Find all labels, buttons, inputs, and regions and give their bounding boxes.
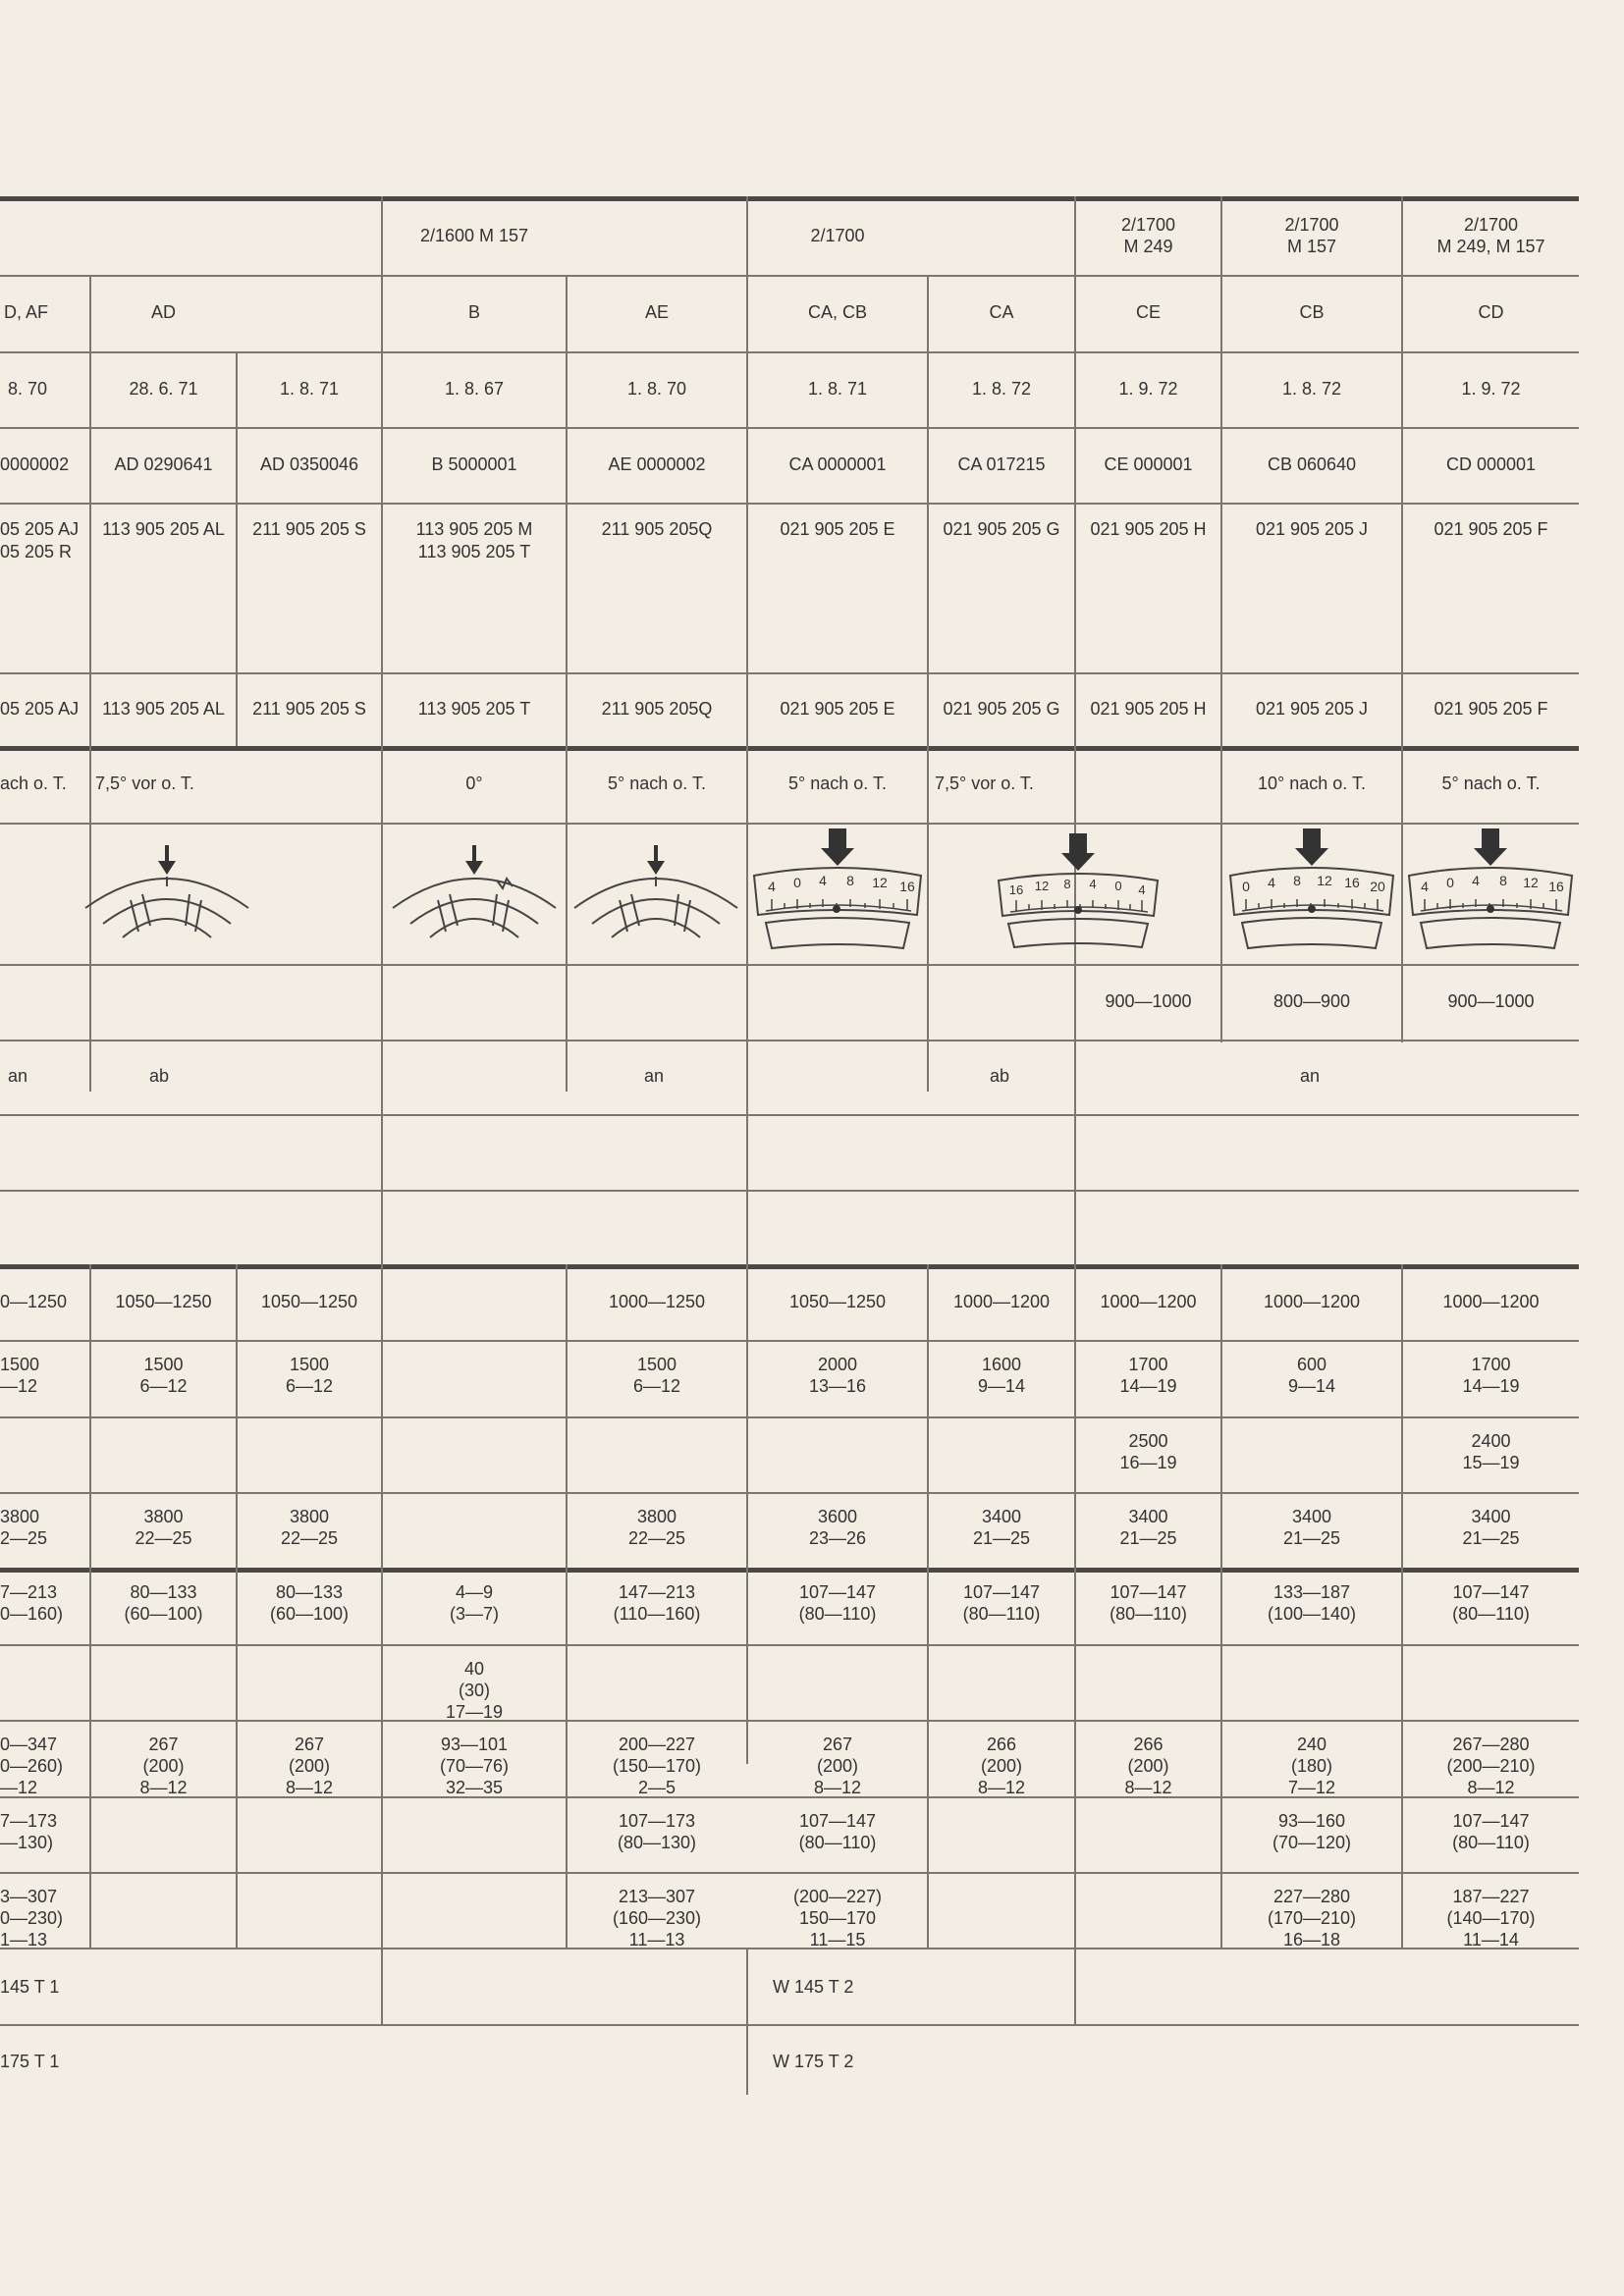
advance-value: (80—110) (798, 1833, 877, 1852)
scale-number: 0 (793, 875, 801, 890)
scale-number: 12 (1034, 879, 1050, 893)
advance-value: 8—12 (1124, 1778, 1172, 1797)
scale-number: 0 (1446, 875, 1454, 890)
advance-value: 16—18 (1282, 1930, 1341, 1949)
advance-value: (70—120) (1272, 1833, 1352, 1852)
date-cell: 1. 9. 72 (1118, 379, 1178, 399)
advance-value: 213—307 (618, 1887, 696, 1906)
date-cell: 1. 8. 71 (279, 379, 340, 399)
date-cell: 1. 9. 72 (1461, 379, 1521, 399)
code-cell: AE (644, 302, 669, 322)
code-cell: CD (1478, 302, 1504, 322)
advance-value: (3—7) (449, 1604, 499, 1624)
advance-value: 3400 (981, 1507, 1022, 1526)
advance-value: 150—170 (798, 1908, 877, 1928)
advance-value: 8—12 (813, 1778, 862, 1797)
advance-value: 1500 (0, 1355, 40, 1374)
advance-value: 227—280 (1272, 1887, 1351, 1906)
advance-value: 22—25 (135, 1528, 192, 1548)
timing-cell: 5° nach o. T. (608, 774, 706, 793)
advance-value: 6—12 (632, 1376, 681, 1396)
advance-value: 23—26 (808, 1528, 867, 1548)
vacuum-cell: ab (149, 1066, 170, 1086)
header-ce-line1: 2/1700 (1120, 215, 1176, 235)
code-cell: CA (989, 302, 1014, 322)
advance-value: (110—160) (613, 1604, 701, 1624)
engine-no-cell: AD 0290641 (114, 454, 213, 474)
column-rule (236, 351, 238, 746)
scale-number: 4 (1089, 877, 1097, 891)
scale-number: 16 (899, 879, 915, 894)
vacuum-cell: an (1300, 1066, 1321, 1086)
advance-value: 1000—1250 (608, 1292, 706, 1311)
advance-value: 1000—1200 (1100, 1292, 1197, 1311)
replacement-cell: 021 905 205 J (1255, 699, 1369, 719)
code-cell: CE (1135, 302, 1161, 322)
replacement-cell: 021 905 205 H (1090, 699, 1207, 719)
date-cell: 1. 8. 71 (807, 379, 868, 399)
replacement-cell: 05 205 AJ (0, 699, 80, 719)
advance-value: 1050—1250 (260, 1292, 358, 1311)
idle-rpm-cell: 800—900 (1272, 991, 1351, 1011)
advance-value: (180) (1290, 1756, 1333, 1776)
code-cell: CA, CB (807, 302, 867, 322)
advance-value: 21—25 (1282, 1528, 1341, 1548)
advance-value: 22—25 (280, 1528, 339, 1548)
timing-cell: 10° nach o. T. (1258, 774, 1366, 793)
date-cell: 1. 8. 72 (1281, 379, 1342, 399)
header-cd-line1: 2/1700 (1463, 215, 1519, 235)
advance-value: 1—13 (0, 1930, 48, 1949)
timing-cell: 0° (465, 774, 483, 793)
advance-value: 9—14 (977, 1376, 1026, 1396)
advance-value: 107—173 (618, 1811, 696, 1831)
distributor-cell: 021 905 205 F (1434, 519, 1548, 539)
advance-value: 147—213 (618, 1582, 696, 1602)
distributor-cell: 211 905 205Q (601, 519, 713, 539)
advance-value: 1500 (636, 1355, 677, 1374)
engine-no-cell: CA 0000001 (788, 454, 887, 474)
scale-number: 12 (1523, 875, 1539, 890)
advance-value: 14—19 (1119, 1376, 1177, 1396)
header-cb-line1: 2/1700 (1284, 215, 1339, 235)
advance-value: 1050—1250 (115, 1292, 212, 1311)
scale-number: 4 (1138, 882, 1146, 897)
advance-value: (80—110) (962, 1604, 1041, 1624)
advance-value: 8—12 (1467, 1778, 1515, 1797)
distributor-cell: 021 905 205 E (780, 519, 895, 539)
advance-value: 1000—1200 (952, 1292, 1051, 1311)
advance-value: 7—12 (1287, 1778, 1336, 1797)
advance-value: (60—100) (124, 1604, 203, 1624)
advance-value: 107—147 (962, 1582, 1041, 1602)
advance-value: 3600 (817, 1507, 858, 1526)
advance-value: 16—19 (1119, 1453, 1177, 1472)
advance-value: 107—147 (1452, 1811, 1530, 1831)
advance-value: 8—12 (139, 1778, 188, 1797)
advance-value: 107—147 (798, 1811, 877, 1831)
advance-value: 21—25 (1119, 1528, 1177, 1548)
scale-number: 8 (1063, 877, 1071, 891)
advance-value: (200—210) (1446, 1756, 1536, 1776)
code-cell: CB (1299, 302, 1325, 322)
timing-cell: ach o. T. (0, 774, 67, 793)
replacement-cell: 021 905 205 G (943, 699, 1060, 719)
advance-value: 13—16 (808, 1376, 867, 1396)
header-cb-line2: M 157 (1286, 237, 1337, 256)
advance-value: 267—280 (1452, 1735, 1530, 1754)
flywheel-mark-diagram (74, 839, 260, 962)
idle-rpm-cell: 900—1000 (1105, 991, 1192, 1011)
advance-value: 1500 (143, 1355, 184, 1374)
spring-cell: 175 T 1 (0, 2052, 60, 2071)
timing-scale-gauge (746, 825, 929, 972)
scale-number: 12 (1317, 873, 1332, 888)
advance-value: 3—307 (0, 1887, 58, 1906)
distributor-cell: 113 905 205 M (415, 519, 533, 539)
advance-value: 1500 (289, 1355, 330, 1374)
row-rule (0, 275, 1579, 277)
advance-value: 2000 (817, 1355, 858, 1374)
scale-number: 16 (1344, 875, 1360, 890)
advance-value: 93—101 (440, 1735, 509, 1754)
advance-value: (80—110) (798, 1604, 877, 1624)
advance-value: 133—187 (1272, 1582, 1351, 1602)
date-cell: 28. 6. 71 (129, 379, 198, 399)
advance-value: (170—210) (1267, 1908, 1357, 1928)
column-rule (746, 1948, 748, 2095)
advance-value: 107—147 (1110, 1582, 1187, 1602)
engine-no-cell: AE 0000002 (608, 454, 706, 474)
spring-cell: 145 T 1 (0, 1977, 60, 1997)
advance-value: 107—147 (1452, 1582, 1530, 1602)
table-top-rule (0, 196, 1579, 201)
scale-number: 12 (872, 875, 888, 890)
advance-value: 6—12 (285, 1376, 334, 1396)
advance-value: 22—25 (627, 1528, 686, 1548)
distributor-cell: 113 905 205 AL (102, 519, 225, 539)
advance-value: 17—19 (445, 1702, 504, 1722)
advance-value: (100—140) (1267, 1604, 1357, 1624)
row-rule (0, 1040, 1579, 1041)
date-cell: 1. 8. 72 (971, 379, 1032, 399)
engine-no-cell: CD 000001 (1445, 454, 1537, 474)
advance-value: 3800 (289, 1507, 330, 1526)
distributor-cell: 021 905 205 H (1090, 519, 1207, 539)
distributor-cell: 021 905 205 J (1255, 519, 1369, 539)
advance-value: (200—227) (792, 1887, 883, 1906)
scale-number: 0 (1242, 879, 1250, 894)
advance-value: 1000—1200 (1263, 1292, 1361, 1311)
advance-value: 266 (986, 1735, 1017, 1754)
date-cell: 8. 70 (8, 379, 48, 399)
engine-no-cell: CA 017215 (957, 454, 1046, 474)
advance-value: —12 (0, 1376, 38, 1396)
scale-number: 4 (819, 873, 827, 888)
advance-value: 21—25 (972, 1528, 1031, 1548)
replacement-cell: 113 905 205 AL (102, 699, 225, 719)
advance-value: (200) (816, 1756, 859, 1776)
scale-number: 8 (846, 873, 854, 888)
advance-value: (80—110) (1110, 1604, 1187, 1624)
advance-value: 7—213 (0, 1582, 58, 1602)
replacement-cell: 113 905 205 T (417, 699, 531, 719)
advance-value: 80—133 (130, 1582, 197, 1602)
advance-value: 21—25 (1462, 1528, 1520, 1548)
distributor-cell: 05 205 R (0, 542, 73, 561)
code-cell: AD (150, 302, 176, 322)
advance-value: 266 (1133, 1735, 1164, 1754)
advance-value: 93—160 (1277, 1811, 1346, 1831)
header-ca-cb: 2/1700 (810, 226, 865, 245)
advance-value: 267 (294, 1735, 325, 1754)
advance-value: 80—133 (275, 1582, 344, 1602)
timing-cell: 5° nach o. T. (1441, 774, 1541, 793)
advance-value: (160—230) (612, 1908, 702, 1928)
advance-value: 600 (1296, 1355, 1327, 1374)
advance-value: 240 (1296, 1735, 1327, 1754)
advance-value: 2—25 (0, 1528, 48, 1548)
idle-rpm-cell: 900—1000 (1447, 991, 1535, 1011)
vacuum-cell: an (644, 1066, 665, 1086)
advance-value: 2—5 (637, 1778, 677, 1797)
header-ce-line2: M 249 (1123, 237, 1173, 256)
section-rule (0, 746, 1579, 751)
row-rule (0, 2024, 1579, 2026)
advance-value: —12 (0, 1778, 38, 1797)
timing-cell: 5° nach o. T. (788, 774, 887, 793)
advance-value: (80—130) (617, 1833, 697, 1852)
advance-value: 267 (148, 1735, 179, 1754)
advance-value: 0—260) (0, 1756, 64, 1776)
scale-number: 4 (1472, 873, 1480, 888)
advance-value: 40 (463, 1659, 485, 1679)
engine-no-cell: CE 000001 (1104, 454, 1193, 474)
advance-value: 8—12 (977, 1778, 1026, 1797)
advance-value: 0—230) (0, 1908, 64, 1928)
engine-no-cell: AD 0350046 (259, 454, 359, 474)
engine-no-cell: B 5000001 (431, 454, 517, 474)
engine-no-cell: 0000002 (0, 454, 70, 474)
advance-value: (140—170) (1446, 1908, 1536, 1928)
advance-value: 3800 (0, 1507, 40, 1526)
spring-cell: W 175 T 2 (773, 2052, 854, 2071)
replacement-cell: 021 905 205 F (1434, 699, 1548, 719)
row-rule (0, 1190, 1579, 1192)
scale-number: 4 (768, 879, 776, 894)
advance-value: 1700 (1471, 1355, 1511, 1374)
flywheel-mark-diagram (381, 839, 568, 962)
advance-value: 1700 (1128, 1355, 1168, 1374)
distributor-cell: 021 905 205 G (943, 519, 1060, 539)
distributor-cell: 05 205 AJ (0, 519, 80, 539)
advance-value: 2400 (1471, 1431, 1511, 1451)
header-b: 2/1600 M 157 (419, 226, 529, 245)
engine-no-cell: CB 060640 (1267, 454, 1357, 474)
scale-number: 4 (1421, 879, 1429, 894)
advance-value: 1000—1200 (1442, 1292, 1540, 1311)
flywheel-mark-diagram (563, 839, 749, 962)
advance-value: 200—227 (618, 1735, 696, 1754)
spring-cell: W 145 T 2 (773, 1977, 854, 1997)
advance-value: (200) (980, 1756, 1023, 1776)
advance-value: 15—19 (1462, 1453, 1520, 1472)
replacement-cell: 211 905 205Q (601, 699, 713, 719)
code-cell: B (467, 302, 480, 322)
distributor-cell: 211 905 205 S (252, 519, 366, 539)
advance-value: 2500 (1128, 1431, 1168, 1451)
advance-value: 0—160) (0, 1604, 64, 1624)
timing-scale-gauge (1401, 825, 1580, 972)
advance-value: 8—12 (285, 1778, 334, 1797)
replacement-cell: 021 905 205 E (780, 699, 895, 719)
advance-value: (30) (458, 1681, 490, 1700)
vacuum-cell: an (8, 1066, 28, 1086)
advance-value: (70—76) (439, 1756, 510, 1776)
advance-value: 11—13 (628, 1930, 685, 1949)
advance-value: 3800 (636, 1507, 677, 1526)
advance-value: 3800 (143, 1507, 184, 1526)
advance-value: 4—9 (455, 1582, 494, 1602)
advance-value: 0—1250 (0, 1292, 68, 1311)
advance-value: 187—227 (1452, 1887, 1530, 1906)
advance-value: 3400 (1471, 1507, 1511, 1526)
replacement-cell: 211 905 205 S (252, 699, 366, 719)
advance-value: 1600 (981, 1355, 1022, 1374)
advance-value: (80—110) (1452, 1833, 1530, 1852)
scale-number: 16 (1548, 879, 1564, 894)
advance-value: (200) (1127, 1756, 1169, 1776)
advance-value: 107—147 (798, 1582, 877, 1602)
advance-value: 11—15 (809, 1930, 866, 1949)
date-cell: 1. 8. 70 (626, 379, 687, 399)
advance-value: 6—12 (139, 1376, 188, 1396)
advance-value: 0—347 (0, 1735, 58, 1754)
advance-value: 9—14 (1287, 1376, 1336, 1396)
advance-value: 14—19 (1462, 1376, 1520, 1396)
scale-number: 4 (1268, 875, 1275, 890)
header-cd-line2: M 249, M 157 (1436, 237, 1545, 256)
timing-scale-gauge (987, 829, 1169, 977)
scale-number: 0 (1114, 879, 1122, 893)
advance-value: 32—35 (445, 1778, 504, 1797)
advance-value: (200) (288, 1756, 331, 1776)
advance-value: (200) (142, 1756, 185, 1776)
vacuum-cell: ab (990, 1066, 1010, 1086)
scale-number: 20 (1370, 879, 1385, 894)
advance-value: 11—14 (1463, 1930, 1519, 1949)
timing-scale-gauge (1222, 825, 1401, 972)
advance-value: 3400 (1128, 1507, 1168, 1526)
distributor-cell: 113 905 205 T (417, 542, 531, 561)
scale-number: 8 (1293, 873, 1301, 888)
advance-value: 267 (822, 1735, 853, 1754)
advance-value: —130) (0, 1833, 54, 1852)
timing-cell: 7,5° vor o. T. (935, 774, 1034, 793)
advance-value: (60—100) (269, 1604, 350, 1624)
advance-value: 1050—1250 (788, 1292, 887, 1311)
timing-cell: 7,5° vor o. T. (95, 774, 194, 793)
advance-value: (80—110) (1452, 1604, 1530, 1624)
scale-number: 8 (1499, 873, 1507, 888)
advance-value: 7—173 (0, 1811, 58, 1831)
date-cell: 1. 8. 67 (444, 379, 505, 399)
scale-number: 16 (1008, 882, 1024, 897)
code-cell: D, AF (4, 302, 49, 322)
advance-value: (150—170) (612, 1756, 702, 1776)
row-rule (0, 1114, 1579, 1116)
advance-value: 3400 (1291, 1507, 1332, 1526)
